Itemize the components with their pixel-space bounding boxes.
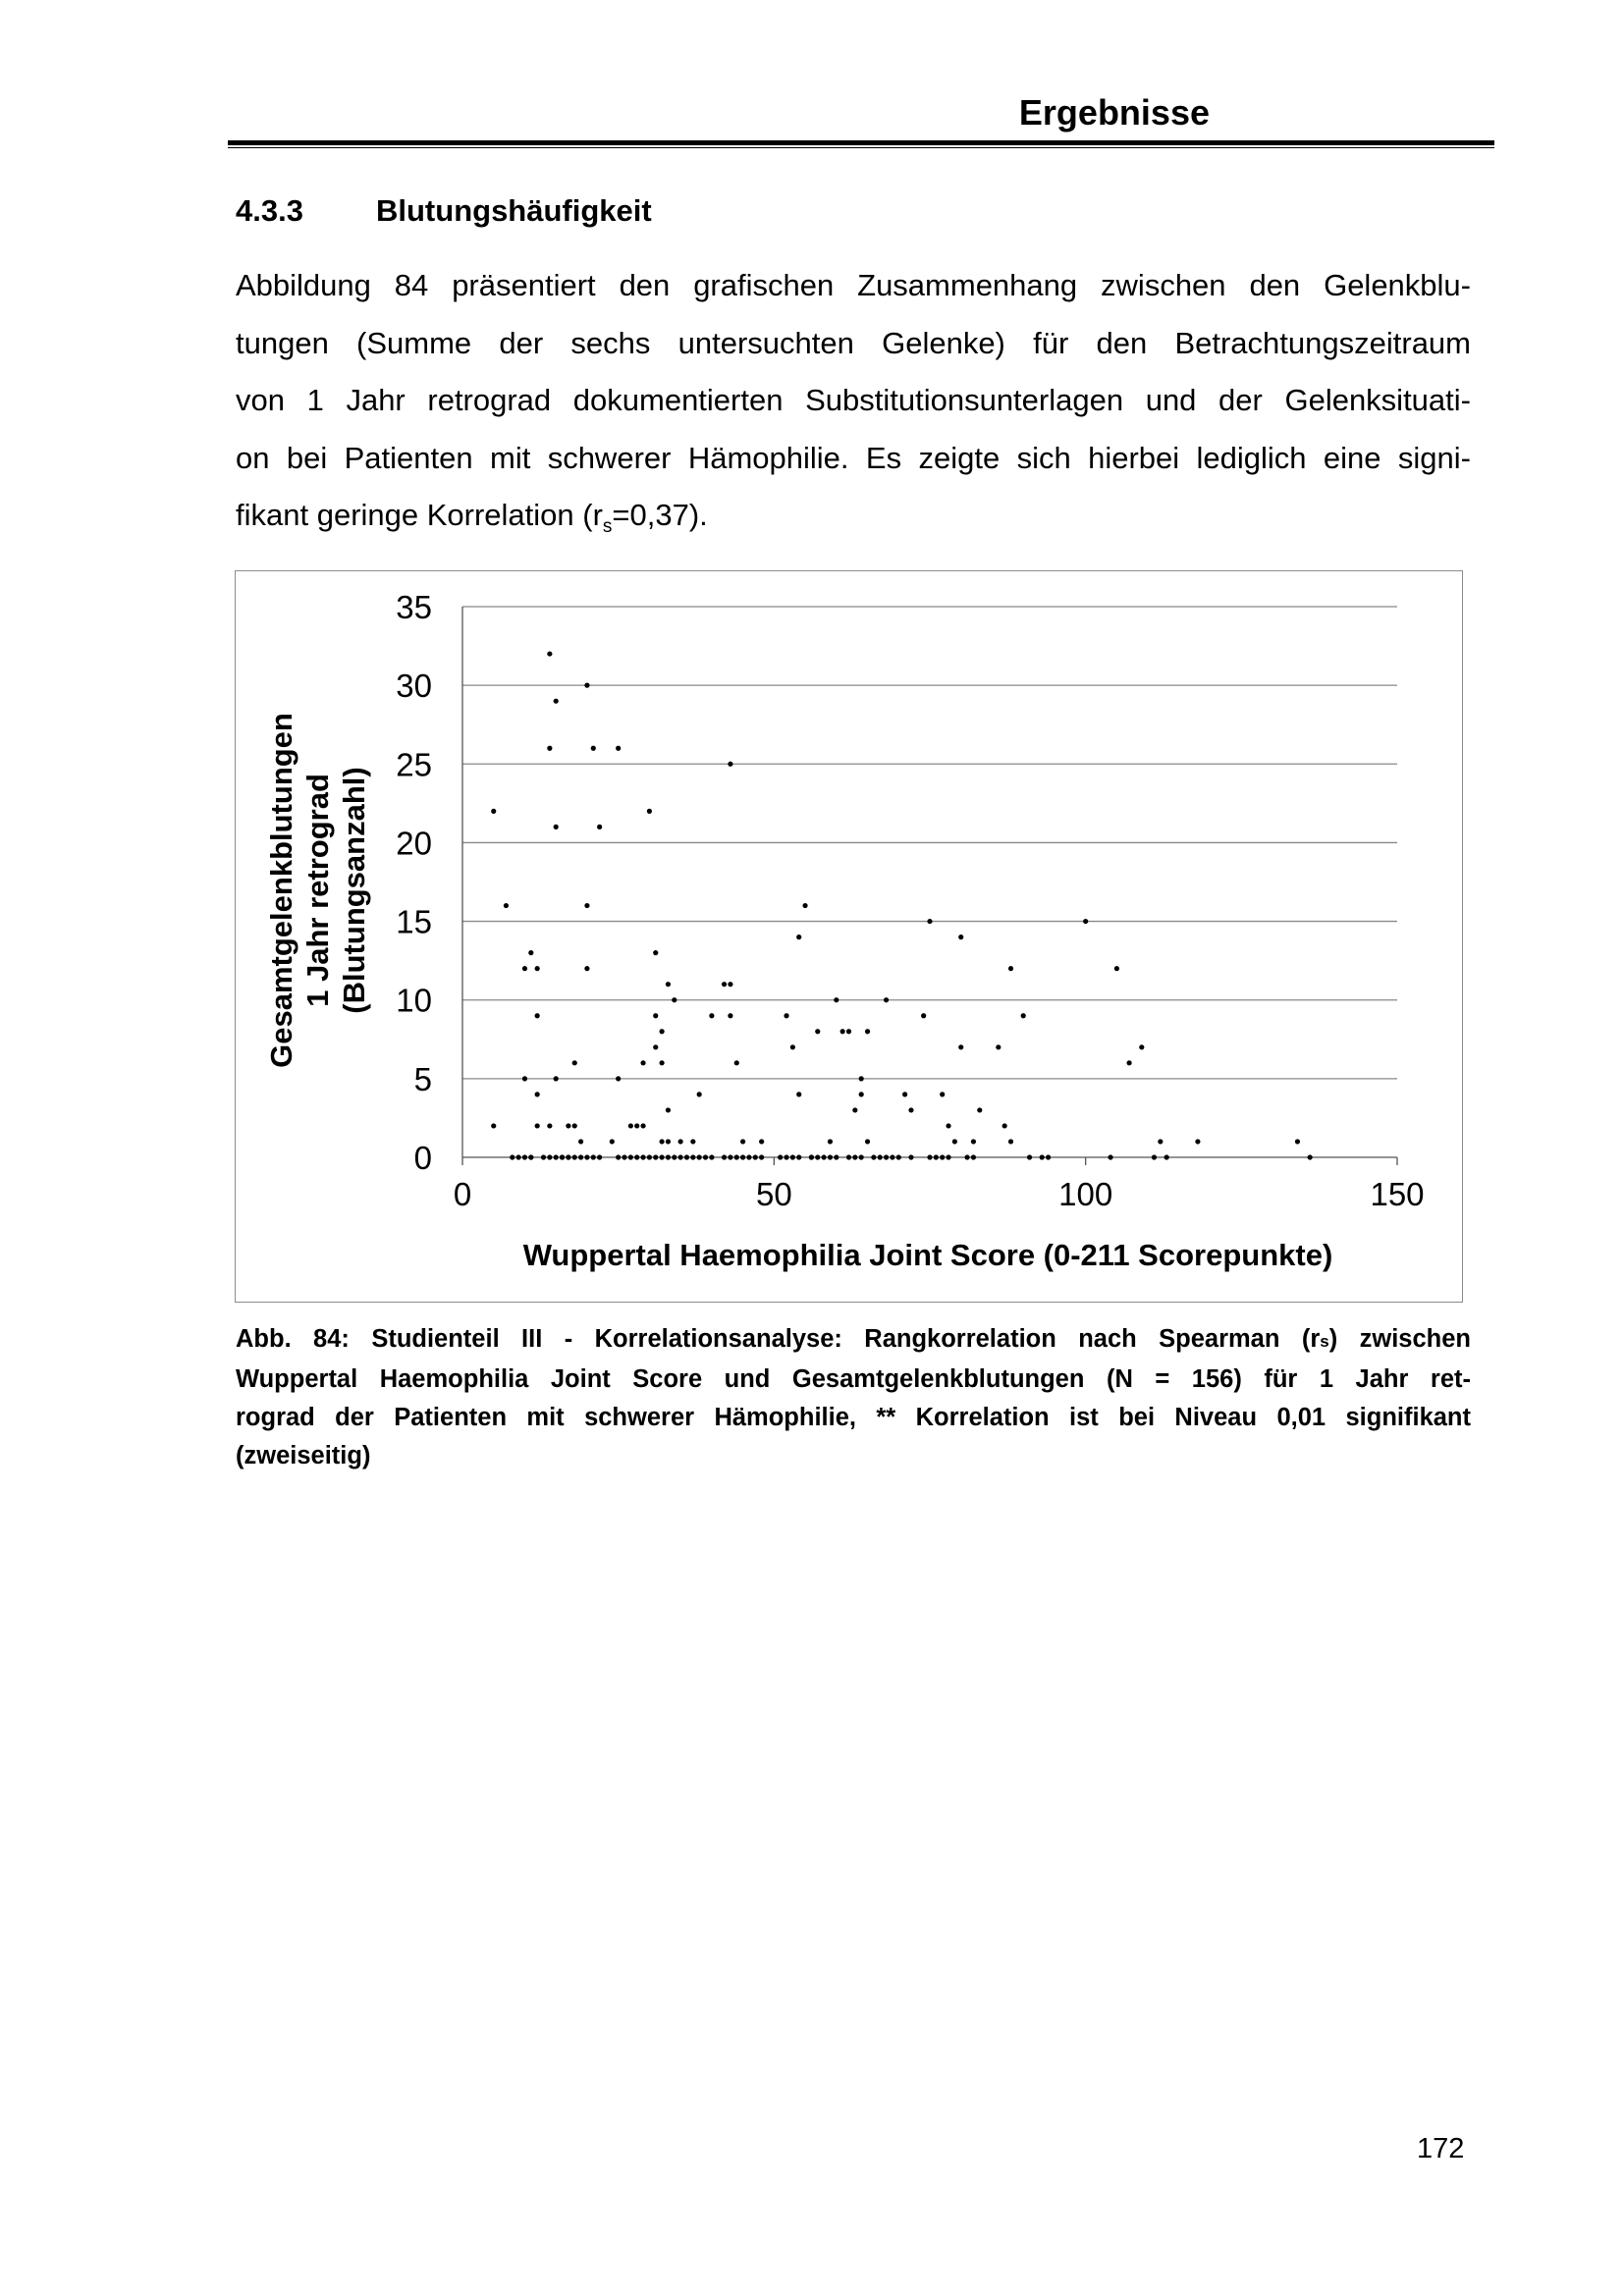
data-point (1040, 1154, 1045, 1159)
data-point (734, 1060, 739, 1065)
data-point (1139, 1044, 1144, 1049)
page-number: 172 (1417, 2133, 1465, 2164)
data-point (1114, 966, 1119, 971)
data-point (740, 1139, 745, 1144)
data-point (566, 1154, 570, 1159)
data-point (572, 1123, 577, 1128)
data-point (840, 1029, 845, 1034)
data-point (672, 1154, 677, 1159)
y-axis-label-line: 1 Jahr retrograd (300, 774, 335, 1007)
data-point (616, 1154, 621, 1159)
data-point (884, 1154, 889, 1159)
data-point (616, 1076, 621, 1081)
y-tick-label: 0 (413, 1140, 432, 1176)
caption-line-post: ) zwischen (1328, 1325, 1471, 1353)
data-point (722, 982, 727, 987)
y-axis-label-line: (Blutungsanzahl) (337, 767, 371, 1014)
caption-line (236, 1320, 1471, 1361)
data-point (940, 1154, 945, 1159)
data-point (697, 1154, 702, 1159)
section-number: 4.3.3 (236, 193, 303, 228)
data-point (653, 1044, 658, 1049)
y-axis-label-line: Gesamtgelenkblutungen (264, 713, 298, 1068)
data-point (628, 1123, 633, 1128)
data-point (678, 1139, 683, 1144)
data-point (634, 1154, 639, 1159)
data-point (653, 1013, 658, 1018)
data-point (1021, 1013, 1026, 1018)
data-point (740, 1154, 745, 1159)
data-point (591, 1154, 596, 1159)
data-point (678, 1154, 683, 1159)
data-point (647, 1154, 652, 1159)
data-point (659, 1154, 664, 1159)
data-point (946, 1123, 950, 1128)
caption-line: Wuppertal Haemophilia Joint Score und Gesamtgelenkblutungen (N = 156) für 1 Jahr ret- (236, 1365, 1471, 1393)
data-point (822, 1154, 827, 1159)
data-point (666, 1154, 671, 1159)
data-point (491, 1123, 496, 1128)
data-point (759, 1154, 764, 1159)
data-point (554, 825, 559, 829)
data-point (628, 1154, 633, 1159)
data-point (778, 1154, 783, 1159)
data-point (659, 1139, 664, 1144)
data-point (934, 1154, 939, 1159)
data-point (834, 1154, 839, 1159)
data-point (640, 1123, 645, 1128)
data-point (890, 1154, 894, 1159)
data-point (522, 1154, 527, 1159)
data-point (1002, 1123, 1007, 1128)
x-axis-label: Wuppertal Haemophilia Joint Score (0-211 Scorepunkte) (522, 1238, 1333, 1272)
y-tick-label: 30 (396, 667, 432, 705)
data-point (871, 1154, 876, 1159)
data-point (746, 1154, 751, 1159)
data-point (616, 746, 621, 751)
data-point (809, 1154, 814, 1159)
data-point (815, 1154, 820, 1159)
data-point (535, 1092, 540, 1096)
data-point (859, 1154, 864, 1159)
data-point (684, 1154, 689, 1159)
data-point (547, 651, 552, 656)
data-point (1008, 1139, 1013, 1144)
data-point (591, 746, 596, 751)
data-point (865, 1139, 870, 1144)
body-paragraph (236, 257, 1471, 557)
data-point (828, 1154, 833, 1159)
data-point (896, 1154, 901, 1159)
data-point (971, 1154, 976, 1159)
data-point (977, 1107, 982, 1112)
data-point (728, 1154, 732, 1159)
data-point (547, 1123, 552, 1128)
data-point (522, 1076, 527, 1081)
data-point (921, 1013, 926, 1018)
data-point (908, 1107, 913, 1112)
figure-frame (235, 570, 1463, 1303)
body-line-last (236, 487, 1471, 557)
data-point (952, 1139, 957, 1144)
data-point (784, 1154, 788, 1159)
body-last-post: =0,37). (612, 498, 708, 532)
data-point (784, 1013, 788, 1018)
data-point (666, 1139, 671, 1144)
data-point (902, 1092, 907, 1096)
data-point (640, 1060, 645, 1065)
body-last-pre: fikant geringe Korrelation (r (236, 498, 603, 532)
data-point (572, 1060, 577, 1065)
data-point (946, 1154, 950, 1159)
data-point (1108, 1154, 1112, 1159)
data-point (828, 1139, 833, 1144)
data-point (578, 1139, 583, 1144)
data-point (504, 903, 509, 908)
y-tick-label: 25 (396, 746, 432, 783)
data-point (1152, 1154, 1157, 1159)
data-point (653, 1154, 658, 1159)
data-point (1126, 1060, 1131, 1065)
data-point (666, 1107, 671, 1112)
x-tick-label: 100 (1058, 1176, 1113, 1212)
y-tick-label: 20 (396, 825, 432, 862)
data-point (958, 934, 963, 939)
caption-line: rograd der Patienten mit schwerer Hämophilie, ** Korrelation ist bei Niveau 0,01 signifikant (236, 1404, 1471, 1431)
data-point (1195, 1139, 1200, 1144)
data-point (728, 1013, 732, 1018)
data-point (709, 1013, 714, 1018)
data-point (566, 1123, 570, 1128)
data-point (535, 966, 540, 971)
y-tick-label: 15 (396, 903, 432, 940)
data-point (1083, 919, 1088, 924)
data-point (547, 746, 552, 751)
data-point (996, 1044, 1001, 1049)
data-point (1295, 1139, 1300, 1144)
data-point (1027, 1154, 1032, 1159)
data-point (753, 1154, 758, 1159)
data-point (516, 1154, 521, 1159)
caption-line: (zweiseitig) (236, 1442, 371, 1469)
caption-line-text: Abb. 84: Studienteil III - Korrelationsanalyse: Rangkorrelation nach Spearman (r (236, 1325, 1321, 1353)
data-point (554, 1154, 559, 1159)
data-point (940, 1092, 945, 1096)
data-point (554, 1076, 559, 1081)
data-point (659, 1060, 664, 1065)
data-point (647, 809, 652, 814)
data-point (703, 1154, 708, 1159)
data-point (622, 1154, 626, 1159)
data-point (852, 1107, 857, 1112)
body-line: on bei Patienten mit schwerer Hämophilie. Es zeigte sich hierbei lediglich eine signi- (236, 440, 1471, 475)
data-point (672, 997, 677, 1002)
data-point (510, 1154, 514, 1159)
data-point (859, 1076, 864, 1081)
data-point (846, 1154, 851, 1159)
data-point (927, 1154, 932, 1159)
data-point (584, 966, 589, 971)
data-point (964, 1154, 969, 1159)
data-point (790, 1154, 795, 1159)
data-point (1308, 1154, 1313, 1159)
data-point (1008, 966, 1013, 971)
data-point (971, 1139, 976, 1144)
data-point (690, 1139, 695, 1144)
header-rule-thick (228, 140, 1494, 145)
data-point (927, 919, 932, 924)
x-tick-label: 0 (453, 1176, 472, 1212)
body-line: von 1 Jahr retrograd dokumentierten Substitutionsunterlagen und der Gelenksituati- (236, 383, 1471, 417)
figure-caption (236, 1320, 1471, 1475)
page-header-title: Ergebnisse (1018, 92, 1210, 133)
data-point (852, 1154, 857, 1159)
body-last-sub: s (602, 516, 613, 538)
data-point (610, 1139, 615, 1144)
data-point (560, 1154, 565, 1159)
data-point (572, 1154, 577, 1159)
data-point (584, 903, 589, 908)
data-point (491, 809, 496, 814)
data-point (528, 1154, 533, 1159)
data-point (834, 997, 839, 1002)
data-point (690, 1154, 695, 1159)
data-point (584, 683, 589, 688)
scatter-chart (236, 571, 1464, 1304)
data-point (535, 1013, 540, 1018)
data-point (796, 1154, 801, 1159)
y-tick-label: 5 (413, 1060, 432, 1097)
data-point (796, 934, 801, 939)
data-point (709, 1154, 714, 1159)
data-point (640, 1154, 645, 1159)
data-point (846, 1029, 851, 1034)
data-point (815, 1029, 820, 1034)
caption-sub: s (1320, 1332, 1329, 1351)
data-point (734, 1154, 739, 1159)
data-point (802, 903, 807, 908)
data-point (728, 762, 732, 767)
data-point (1158, 1139, 1163, 1144)
data-point (535, 1123, 540, 1128)
data-point (796, 1092, 801, 1096)
body-line: Abbildung 84 präsentiert den grafischen Zusammenhang zwischen den Gelenkblu- (236, 268, 1471, 302)
data-point (859, 1092, 864, 1096)
data-point (728, 982, 732, 987)
data-point (865, 1029, 870, 1034)
data-point (547, 1154, 552, 1159)
data-point (1046, 1154, 1051, 1159)
data-point (958, 1044, 963, 1049)
data-point (634, 1123, 639, 1128)
data-point (790, 1044, 795, 1049)
data-point (578, 1154, 583, 1159)
data-point (759, 1139, 764, 1144)
data-point (878, 1154, 883, 1159)
data-point (908, 1154, 913, 1159)
data-point (884, 997, 889, 1002)
data-point (722, 1154, 727, 1159)
data-point (597, 1154, 602, 1159)
y-tick-label: 35 (396, 589, 432, 625)
header-rule-thin (228, 147, 1494, 148)
body-line: tungen (Summe der sechs untersuchten Gelenke) für den Betrachtungszeitraum (236, 325, 1471, 360)
data-point (659, 1029, 664, 1034)
x-tick-label: 150 (1370, 1176, 1425, 1212)
data-point (528, 950, 533, 955)
data-point (597, 825, 602, 829)
section-title: Blutungshäufigkeit (376, 193, 652, 228)
data-point (584, 1154, 589, 1159)
data-point (522, 966, 527, 971)
x-tick-label: 50 (755, 1176, 792, 1212)
data-point (653, 950, 658, 955)
data-point (1164, 1154, 1169, 1159)
data-point (554, 699, 559, 704)
data-point (541, 1154, 546, 1159)
data-point (666, 982, 671, 987)
data-point (697, 1092, 702, 1096)
y-tick-label: 10 (396, 982, 432, 1019)
